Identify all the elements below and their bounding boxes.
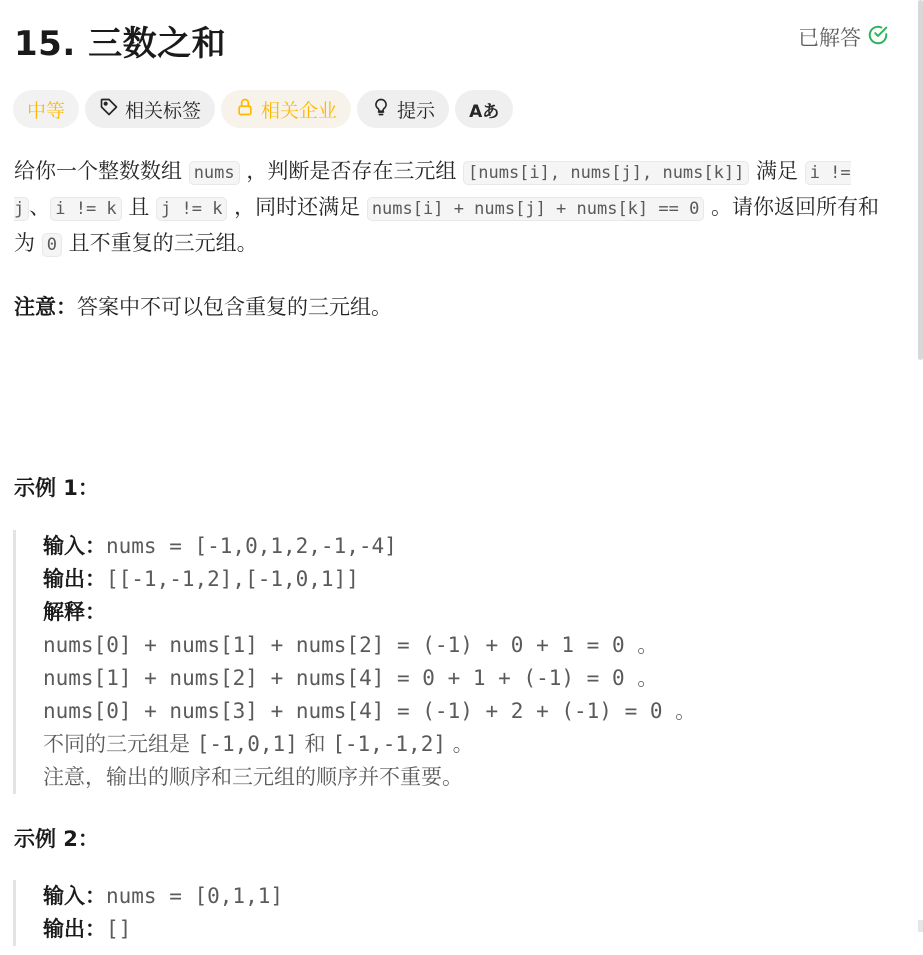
problem-title: 15. 三数之和 [14,24,227,64]
explain-text: 。 [446,732,474,756]
example-2-block [13,880,873,946]
code-j-ne-k: j != k [156,197,227,221]
input-value: nums = [0,1,1] [106,884,284,908]
check-circle-icon [867,24,889,51]
input-label: 输入： [43,884,106,908]
scrollbar-down-arrow[interactable] [918,920,923,932]
description-paragraph [14,154,894,262]
lock-icon [235,97,255,122]
desc-text: 、 [29,195,51,219]
companies-tag-label: 相关企业 [261,99,338,122]
companies-tag-button[interactable] [221,90,351,128]
translate-icon: Aあ [469,101,500,122]
difficulty-badge [13,90,79,128]
desc-text: 给你一个整数数组 [14,159,189,183]
input-label: 输入： [43,534,106,558]
explain-line-3: nums[0] + nums[3] + nums[4] = (-1) + 2 + (-1) = 0 。 [43,699,697,723]
desc-text: 满足 [749,159,805,183]
topics-tag-button[interactable] [85,90,215,128]
code-i-ne-k: i != k [50,197,121,221]
output-value: [[-1,-1,2],[-1,0,1]] [106,567,359,591]
example-2-input [43,880,873,913]
example-1-explain [43,596,873,629]
explain-label: 解释： [43,600,106,624]
code-i-ne-j: i != j [14,163,851,219]
output-value: [] [106,917,132,941]
topics-tag-label: 相关标签 [125,99,202,122]
solved-status[interactable] [798,22,889,52]
code-triplet: [nums[i], nums[j], nums[k]] [463,161,749,185]
tag-icon [99,97,119,122]
translate-button[interactable] [455,90,513,128]
code-sum-zero: nums[i] + nums[j] + nums[k] == 0 [367,197,705,221]
explain-line-1: nums[0] + nums[1] + nums[2] = (-1) + 0 + 1 = 0 。 [43,633,659,657]
vertical-scrollbar[interactable] [918,0,923,360]
problem-description [14,154,894,324]
output-label: 输出： [43,917,106,941]
tag-bar [13,90,513,128]
explain-line-2: nums[1] + nums[2] + nums[4] = 0 + 1 + (-1) = 0 。 [43,666,659,690]
code-nums: nums [189,161,240,185]
example-1-input [43,530,873,563]
desc-text: 。请你返回所有和为 [14,195,880,255]
desc-text: 且不重复的三元组。 [61,231,258,255]
output-label: 输出： [43,567,106,591]
input-value: nums = [-1,0,1,2,-1,-4] [106,534,397,558]
explain-line-4 [43,728,873,761]
difficulty-label: 中等 [27,99,66,122]
note-text: 答案中不可以包含重复的三元组。 [77,295,392,319]
example-2-output [43,913,873,946]
example-1-output [43,563,873,596]
example-1-block [13,530,873,794]
explain-triplet: [-1,-1,2] [332,732,446,756]
lightbulb-icon [371,97,391,122]
desc-text: 且 [121,195,157,219]
note-paragraph [14,290,894,324]
desc-text: ，同时还满足 [227,195,367,219]
hint-button[interactable] [357,90,449,128]
explain-text: 不同的三元组是 [43,732,197,756]
explain-triplet: [-1,0,1] [196,732,298,756]
example-2-title: 示例 2： [14,827,99,851]
solved-status-label: 已解答 [798,26,861,50]
hint-label: 提示 [397,99,436,122]
explain-line-5: 注意，输出的顺序和三元组的顺序并不重要。 [43,765,463,789]
example-1-title: 示例 1： [14,476,99,500]
note-label: 注意： [14,295,77,319]
explain-text: 和 [297,732,333,756]
code-zero: 0 [42,233,62,257]
desc-text: ，判断是否存在三元组 [239,159,463,183]
